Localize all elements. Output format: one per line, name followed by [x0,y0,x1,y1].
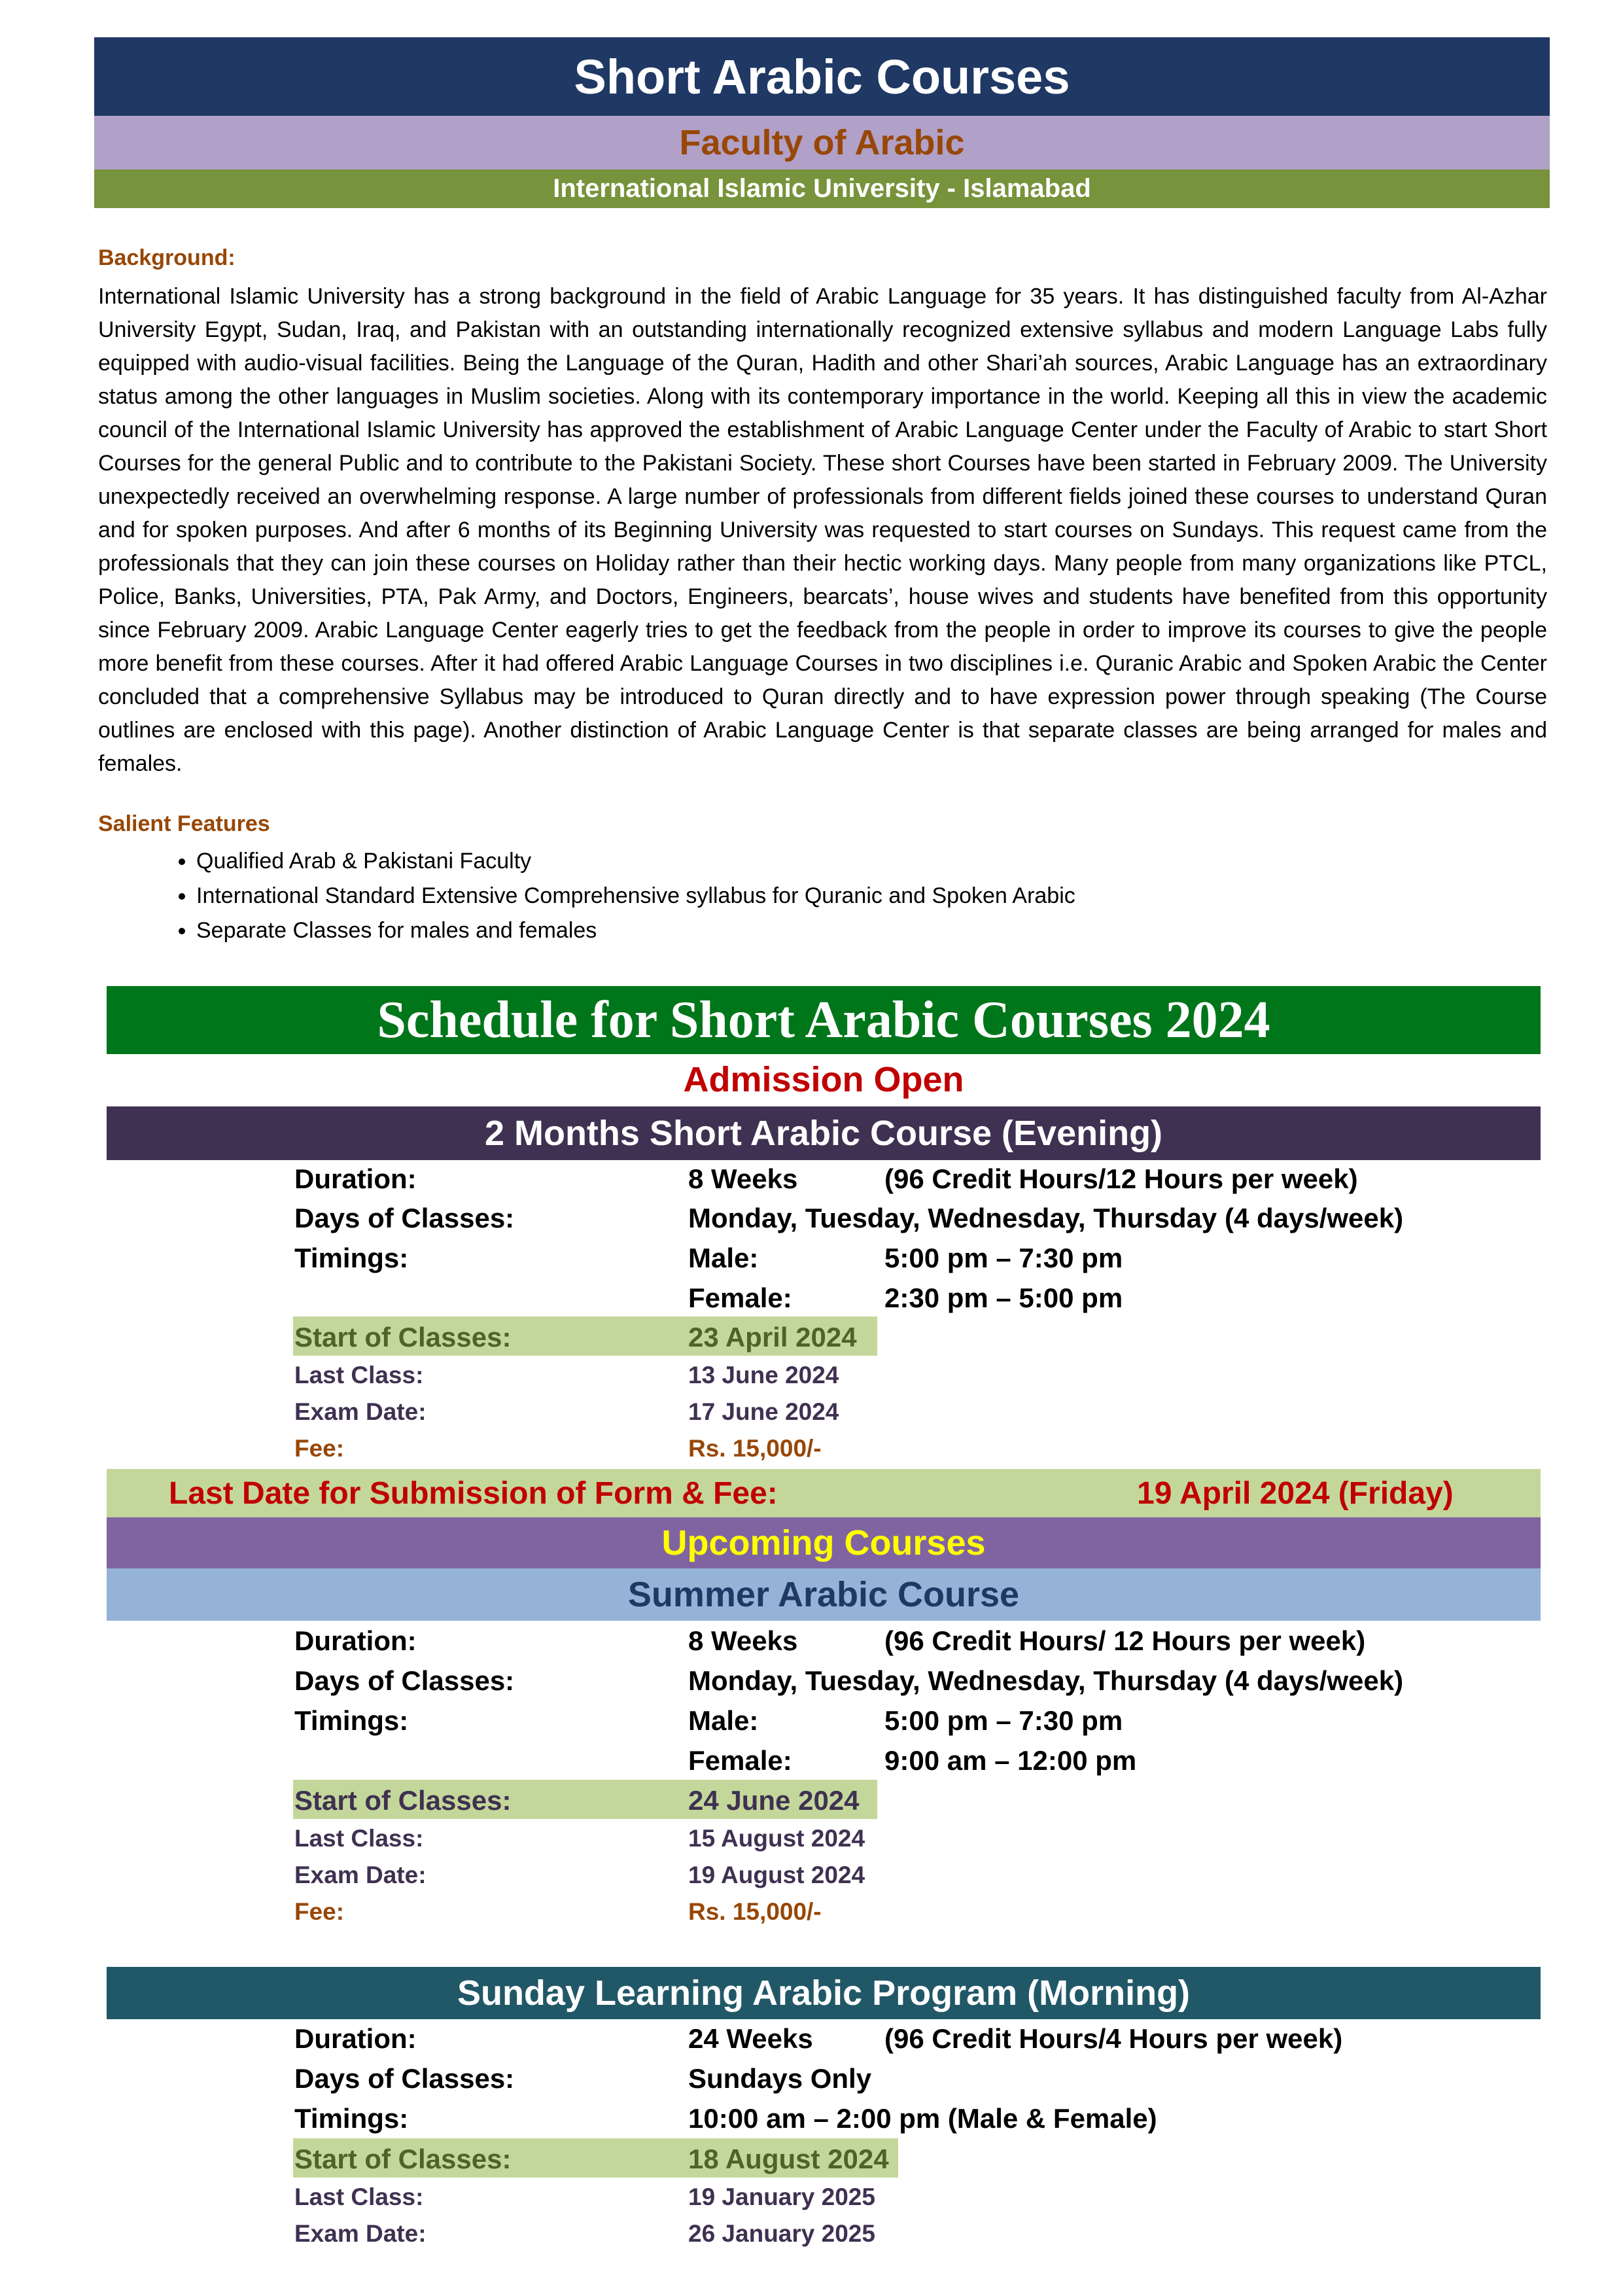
course1-start: 23 April 2024 [688,1322,857,1352]
course3-exam: 26 January 2025 [688,2220,875,2247]
start-label: Start of Classes: [294,1785,512,1816]
duration-label: Duration: [294,1163,417,1194]
course2-start: 24 June 2024 [688,1785,860,1816]
course1-duration: 8 Weeks [688,1163,798,1194]
course1-last-class: 13 June 2024 [688,1362,839,1388]
feature-item: • Qualified Arab & Pakistani Faculty [196,844,1075,879]
deadline-bar [107,1469,1541,1517]
admission-status: Admission Open [683,1060,964,1099]
exam-label: Exam Date: [294,1398,427,1425]
course1-fee: Rs. 15,000/- [688,1435,822,1462]
course3-timings: 10:00 am – 2:00 pm (Male & Female) [688,2103,1157,2134]
course3-duration: 24 Weeks [688,2023,813,2054]
feature-item: • Separate Classes for males and females [196,913,1075,948]
course1-male-time: 5:00 pm – 7:30 pm [884,1243,1123,1273]
timings-label: Timings: [294,2103,409,2134]
course1-female-time: 2:30 pm – 5:00 pm [884,1282,1123,1313]
last-class-label: Last Class: [294,1362,424,1388]
fee-label: Fee: [294,1435,345,1462]
course3-heading: Sunday Learning Arabic Program (Morning) [107,1967,1541,2019]
course1-heading: 2 Months Short Arabic Course (Evening) [107,1106,1541,1160]
exam-label: Exam Date: [294,2220,427,2247]
duration-label: Duration: [294,1625,417,1656]
male-label: Male: [688,1705,759,1736]
upcoming-heading: Upcoming Courses [107,1517,1541,1568]
last-class-label: Last Class: [294,2183,424,2210]
course2-male-time: 5:00 pm – 7:30 pm [884,1705,1123,1736]
course3-start: 18 August 2024 [688,2144,889,2174]
course2-duration-note: (96 Credit Hours/ 12 Hours per week) [884,1625,1366,1656]
course3-duration-note: (96 Credit Hours/4 Hours per week) [884,2023,1343,2054]
course2-duration: 8 Weeks [688,1625,798,1656]
days-label: Days of Classes: [294,1665,515,1696]
university-name: International Islamic University - Islamabad [94,169,1550,208]
female-label: Female: [688,1745,792,1776]
course1-days: Monday, Tuesday, Wednesday, Thursday (4 days/week) [688,1203,1404,1233]
deadline-value: 19 April 2024 (Friday) [1137,1476,1454,1511]
last-class-label: Last Class: [294,1825,424,1852]
course2-last-class: 15 August 2024 [688,1825,865,1852]
days-label: Days of Classes: [294,2063,515,2094]
start-label: Start of Classes: [294,1322,512,1352]
female-label: Female: [688,1282,792,1313]
faculty-name: Faculty of Arabic [94,116,1550,169]
course1-duration-note: (96 Credit Hours/12 Hours per week) [884,1163,1358,1194]
course2-days: Monday, Tuesday, Wednesday, Thursday (4 days/week) [688,1665,1404,1696]
start-label: Start of Classes: [294,2144,512,2174]
document-title: Short Arabic Courses [94,37,1550,116]
course3-last-class: 19 January 2025 [688,2183,875,2210]
features-list [144,844,1075,948]
fee-label: Fee: [294,1898,345,1925]
course2-heading: Summer Arabic Course [107,1568,1541,1621]
male-label: Male: [688,1243,759,1273]
feature-item: • International Standard Extensive Comprehensive syllabus for Quranic and Spoken Arabic [196,879,1075,913]
course2-exam: 19 August 2024 [688,1862,865,1888]
exam-label: Exam Date: [294,1862,427,1888]
background-paragraph: International Islamic University has a strong background in the field of Arabic Language for 35 years. It has distinguished faculty from Al-Azhar University Egypt, Sudan, Iraq, and Pakistan with an outstanding internationally recognized extensive syllabus and modern Language Labs fully equipped with audio-visual facilities. Being the Language of the Quran, Hadith and other Shari’ah sources, Arabic Language has an extraordinary status among the other languages in Muslim societies. Along with its contemporary importance in the world. Keeping all this in view the academic council of the International Islamic University has approved the establishment of Arabic Language Center under the Faculty of Arabic to start Short Courses for the general Public and to contribute to the Pakistani Society. These short Courses have been started in February 2009. The University unexpectedly received an overwhelming response. A large number of professionals from different fields joined these courses to understand Quran and for spoken purposes. And after 6 months of its Beginning University was requested to start courses on Sundays. This request came from the professionals that they can join these courses on Holiday rather than their hectic working days. Many people from many organizations like PTCL, Police, Banks, Universities, PTA, Pak Army, and Doctors, Engineers, bearcats’, house wives and students have benefited from this opportunity since February 2009. Arabic Language Center eagerly tries to get the feedback from the people in order to improve its courses to give the people more benefit from these courses. After it had offered Arabic Language Courses in two disciplines i.e. Quranic Arabic and Spoken Arabic the Center concluded that a comprehensive Syllabus may be introduced to Quran directly and to have expression power through speaking (The Course outlines are enclosed with this page). Another distinction of Arabic Language Center is that separate classes are being arranged for males and females. [98,284,1547,776]
background-heading: Background: [98,245,236,270]
course2-fee: Rs. 15,000/- [688,1898,822,1925]
timings-label: Timings: [294,1243,409,1273]
duration-label: Duration: [294,2023,417,2054]
timings-label: Timings: [294,1705,409,1736]
course2-female-time: 9:00 am – 12:00 pm [884,1745,1137,1776]
days-label: Days of Classes: [294,1203,515,1233]
schedule-title: Schedule for Short Arabic Courses 2024 [107,986,1541,1054]
deadline-label: Last Date for Submission of Form & Fee: [169,1476,778,1511]
course3-days: Sundays Only [688,2063,872,2094]
course1-exam: 17 June 2024 [688,1398,839,1425]
features-heading: Salient Features [98,811,270,836]
